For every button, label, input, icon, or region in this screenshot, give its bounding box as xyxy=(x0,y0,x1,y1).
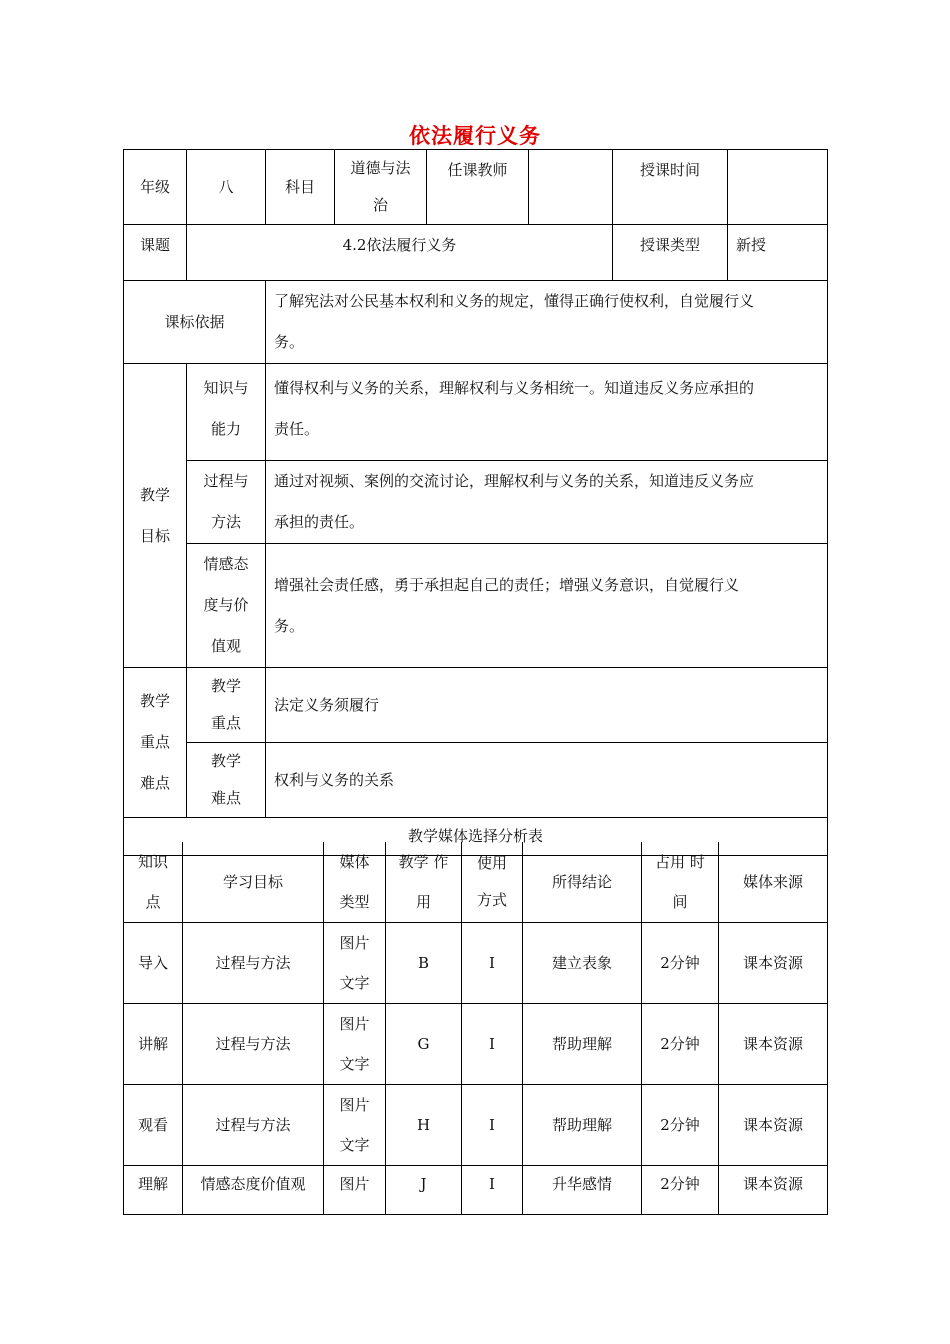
basis-text xyxy=(266,281,828,364)
knowledge-text-line1: 懂得权利与义务的关系，理解权利与义务相统一。知道违反义务应承担的 xyxy=(274,379,755,397)
row-role: B xyxy=(386,923,462,1004)
objectives-label xyxy=(124,364,187,668)
basis-text-line2: 务。 xyxy=(274,333,305,351)
row-goal: 过程与方法 xyxy=(183,1004,324,1085)
row-role: J xyxy=(386,1166,462,1215)
document-title: 依法履行义务 xyxy=(409,124,541,148)
knowledge-text xyxy=(266,364,828,461)
process-label xyxy=(187,461,266,544)
subject-value-line1: 道德与法 xyxy=(350,159,411,177)
difficulty-label-line1: 教学 xyxy=(210,752,241,770)
row-source: 课本资源 xyxy=(719,1166,828,1215)
row-point: 导入 xyxy=(124,923,183,1004)
emotion-text xyxy=(266,544,828,668)
focus-label-line2: 重点 xyxy=(210,714,241,732)
emotion-text-line1: 增强社会责任感，勇于承担起自己的责任；增强义务意识，自觉履行义 xyxy=(274,575,740,594)
teacher-value xyxy=(529,150,613,225)
table-row xyxy=(124,1085,828,1166)
row-goal: 过程与方法 xyxy=(183,1085,324,1166)
row-result: 升华感情 xyxy=(523,1166,642,1215)
emotion-label xyxy=(187,544,266,668)
focus-text: 法定义务须履行 xyxy=(266,668,828,743)
knowledge-label-line2: 能力 xyxy=(210,420,241,438)
row-usage: I xyxy=(462,923,523,1004)
keypoints-label-line1: 教学 xyxy=(139,692,170,710)
col-time xyxy=(642,842,719,923)
col-goal: 学习目标 xyxy=(183,842,324,923)
col-type-line2: 类型 xyxy=(339,893,370,911)
row-role: G xyxy=(386,1004,462,1085)
row-type xyxy=(324,1166,386,1215)
emotion-label-line1: 情感态 xyxy=(203,555,249,573)
topic-label: 课题 xyxy=(124,225,187,281)
focus-label xyxy=(187,668,266,743)
row-source: 课本资源 xyxy=(719,923,828,1004)
basis-label: 课标依据 xyxy=(124,281,266,364)
row-type xyxy=(324,1085,386,1166)
row-time: 2分钟 xyxy=(642,1166,719,1215)
time-label: 授课时间 xyxy=(613,150,728,225)
emotion-text-line2: 务。 xyxy=(274,616,305,635)
process-text-line2: 承担的责任。 xyxy=(274,513,365,531)
process-text xyxy=(266,461,828,544)
row-type-line2: 文字 xyxy=(339,1136,370,1154)
difficulty-label-line2: 难点 xyxy=(210,789,241,807)
row-result: 建立表象 xyxy=(523,923,642,1004)
subject-value-line2: 治 xyxy=(372,196,388,214)
col-usage-line1: 使用 xyxy=(476,854,507,872)
row-role: H xyxy=(386,1085,462,1166)
teacher-label: 任课教师 xyxy=(427,150,529,225)
row-type-line1: 图片 xyxy=(339,934,370,952)
col-time-line2: 间 xyxy=(672,893,688,911)
process-label-line2: 方法 xyxy=(210,513,241,531)
keypoints-label-line3: 难点 xyxy=(139,774,170,792)
row-result: 帮助理解 xyxy=(523,1004,642,1085)
row-type xyxy=(324,1004,386,1085)
col-role xyxy=(386,842,462,923)
col-result: 所得结论 xyxy=(523,842,642,923)
col-type-line1: 媒体 xyxy=(339,853,370,871)
row-time: 2分钟 xyxy=(642,1085,719,1166)
subject-value xyxy=(335,150,427,225)
row-point: 观看 xyxy=(124,1085,183,1166)
media-header-row xyxy=(124,842,828,923)
row-result: 帮助理解 xyxy=(523,1085,642,1166)
row-type-line1: 图片 xyxy=(339,1096,370,1114)
basis-text-line1: 了解宪法对公民基本权利和义务的规定，懂得正确行使权利，自觉履行义 xyxy=(274,292,755,310)
difficulty-label xyxy=(187,743,266,818)
row-usage: I xyxy=(462,1166,523,1215)
table-row xyxy=(124,1166,828,1215)
row-usage: I xyxy=(462,1085,523,1166)
objectives-label-line1: 教学 xyxy=(139,485,170,504)
row-goal: 过程与方法 xyxy=(183,923,324,1004)
row-source: 课本资源 xyxy=(719,1085,828,1166)
col-role-line2: 用 xyxy=(415,893,431,911)
col-time-line1: 占用 时 xyxy=(655,853,705,871)
emotion-label-line2: 度与价 xyxy=(203,596,249,614)
grade-value: 八 xyxy=(187,150,266,225)
col-point-line1: 知识 xyxy=(137,853,168,871)
media-analysis-table xyxy=(123,842,828,1215)
table-row xyxy=(124,1004,828,1085)
media-table-caption: 教学媒体选择分析表 xyxy=(124,818,828,856)
grade-label: 年级 xyxy=(124,150,187,225)
emotion-label-line3: 值观 xyxy=(210,637,241,655)
col-point-line2: 点 xyxy=(145,893,161,911)
lesson-type-label: 授课类型 xyxy=(613,225,728,281)
col-type xyxy=(324,842,386,923)
row-time: 2分钟 xyxy=(642,923,719,1004)
lesson-type-value: 新授 xyxy=(728,225,828,281)
knowledge-label-line1: 知识与 xyxy=(203,379,249,397)
row-type-line1: 图片 xyxy=(339,1175,370,1193)
col-usage xyxy=(462,842,523,923)
subject-label: 科目 xyxy=(266,150,335,225)
row-type-line2: 文字 xyxy=(339,974,370,992)
lesson-info-table xyxy=(123,149,828,856)
row-type xyxy=(324,923,386,1004)
process-text-line1: 通过对视频、案例的交流讨论，理解权利与义务的关系，知道违反义务应 xyxy=(274,472,755,490)
difficulty-text: 权利与义务的关系 xyxy=(266,743,828,818)
time-value xyxy=(728,150,828,225)
row-type-line1: 图片 xyxy=(339,1015,370,1033)
row-time: 2分钟 xyxy=(642,1004,719,1085)
table-row xyxy=(124,923,828,1004)
col-usage-line2: 方式 xyxy=(476,891,507,909)
row-point: 讲解 xyxy=(124,1004,183,1085)
col-source: 媒体来源 xyxy=(719,842,828,923)
keypoints-label-line2: 重点 xyxy=(139,733,170,751)
row-goal: 情感态度价值观 xyxy=(183,1166,324,1215)
row-point: 理解 xyxy=(124,1166,183,1215)
topic-value: 4.2依法履行义务 xyxy=(187,225,613,281)
keypoints-label xyxy=(124,668,187,818)
knowledge-text-line2: 责任。 xyxy=(274,420,320,438)
row-source: 课本资源 xyxy=(719,1004,828,1085)
row-usage: I xyxy=(462,1004,523,1085)
row-type-line2: 文字 xyxy=(339,1055,370,1073)
process-label-line1: 过程与 xyxy=(203,472,249,490)
objectives-label-line2: 目标 xyxy=(139,526,170,545)
focus-label-line1: 教学 xyxy=(210,677,241,695)
col-role-line1: 教学 作 xyxy=(398,853,449,871)
col-point xyxy=(124,842,183,923)
knowledge-label xyxy=(187,364,266,461)
